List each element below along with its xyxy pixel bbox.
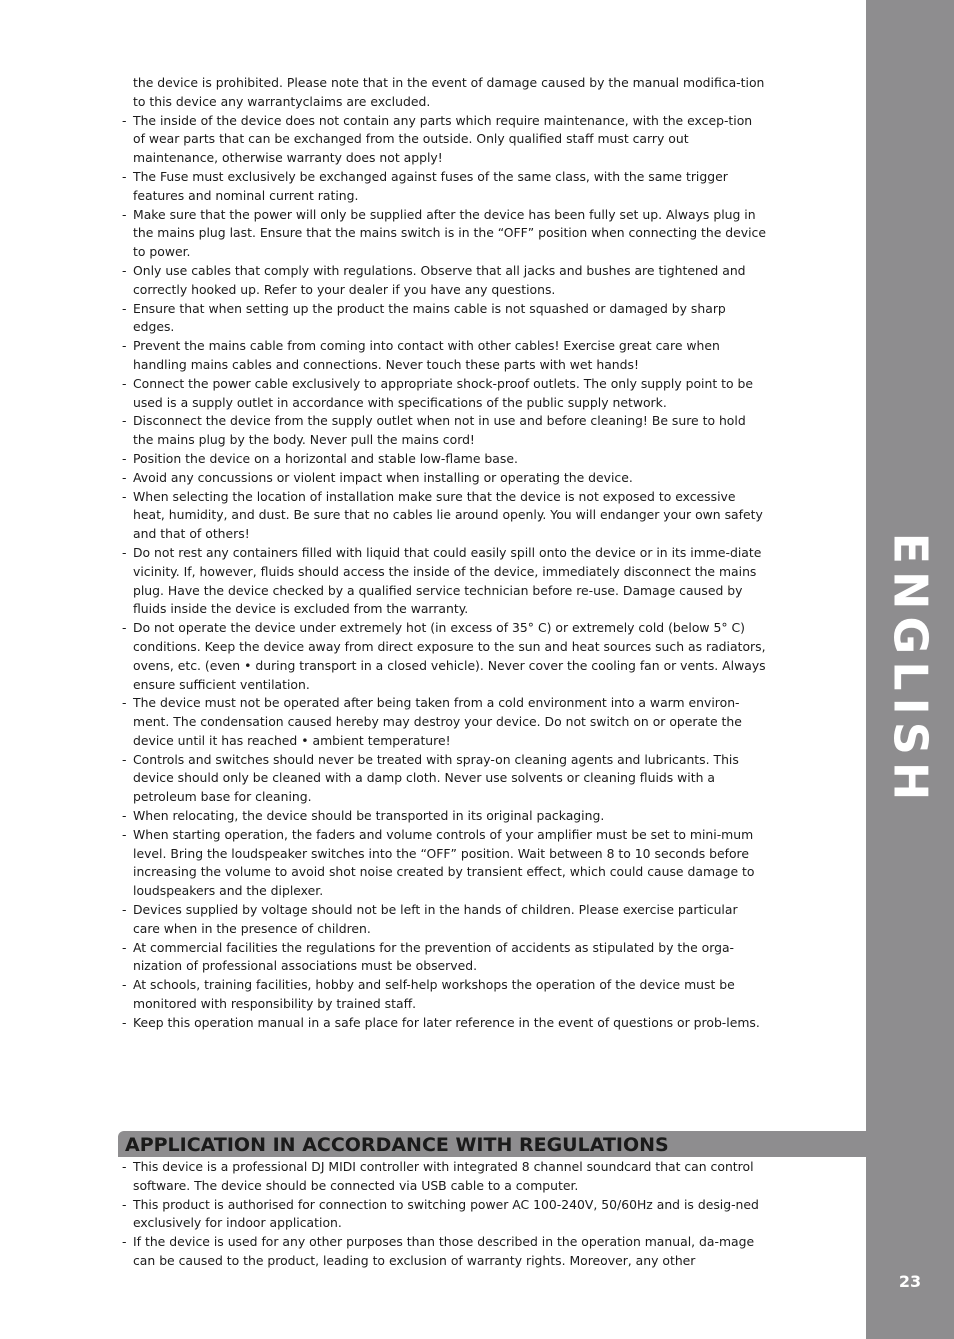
list-item: - The device must not be operated after being taken from a cold environment into a warm environ-ment. The condensation caused hereby may destroy your device. Do not switch on or operate the device until it has reached • ambient temperature! <box>122 694 767 750</box>
list-item: - When relocating, the device should be transported in its original packaging. <box>122 807 767 826</box>
list-item: - Controls and switches should never be treated with spray-on cleaning agents and lubricants. This device should only be cleaned with a damp cloth. Never use solvents or cleaning fluids with a petroleum base for cleaning. <box>122 751 767 807</box>
language-tab <box>866 532 954 808</box>
page-number: 23 <box>898 1272 922 1291</box>
list-item: - Connect the power cable exclusively to appropriate shock-proof outlets. The only supply point to be used is a supply outlet in accordance with specifications of the public supply network. <box>122 375 767 413</box>
list-item: the device is prohibited. Please note that in the event of damage caused by the manual modifica-tion to this device any warrantyclaims are excluded. <box>133 75 765 109</box>
application-list <box>122 1158 767 1271</box>
list-item: - Make sure that the power will only be supplied after the device has been fully set up. Always plug in the mains plug last. Ensure that the mains switch is in the “OFF” position when connecting the device to power. <box>122 206 767 262</box>
list-item: - Prevent the mains cable from coming into contact with other cables! Exercise great care when handling mains cables and connections. Never touch these parts with wet hands! <box>122 337 767 375</box>
list-item: - Keep this operation manual in a safe place for later reference in the event of questions or prob-lems. <box>122 1014 767 1033</box>
list-item: - Disconnect the device from the supply outlet when not in use and before cleaning! Be sure to hold the mains plug by the body. Never pull the mains cord! <box>122 412 767 450</box>
list-item: - This device is a professional DJ MIDI controller with integrated 8 channel soundcard that can control software. The device should be connected via USB cable to a computer. <box>122 1158 767 1196</box>
list-item: - If the device is used for any other purposes than those described in the operation manual, da-mage can be caused to the product, leading to exclusion of warranty rights. Moreover, any other <box>122 1233 767 1271</box>
list-item: - Devices supplied by voltage should not be left in the hands of children. Please exercise particular care when in the presence of children. <box>122 901 767 939</box>
list-item: - The Fuse must exclusively be exchanged against fuses of the same class, with the same trigger features and nominal current rating. <box>122 168 767 206</box>
list-item: - Position the device on a horizontal and stable low-flame base. <box>122 450 767 469</box>
list-item: - Ensure that when setting up the product the mains cable is not squashed or damaged by sharp edges. <box>122 300 767 338</box>
list-item: - This product is authorised for connection to switching power AC 100-240V, 50/60Hz and is desig-ned exclusively for indoor application. <box>122 1196 767 1234</box>
list-item: - When selecting the location of installation make sure that the device is not exposed to excessive heat, humidity, and dust. Be sure that no cables lie around openly. You will endanger your own safety and that of others! <box>122 488 767 544</box>
list-item: - At schools, training facilities, hobby and self-help workshops the operation of the device must be monitored with responsibility by trained staff. <box>122 976 767 1014</box>
safety-instructions-list <box>122 74 767 1033</box>
language-label: ENGLISH <box>883 532 938 808</box>
list-item: - Do not rest any containers filled with liquid that could easily spill onto the device or in its imme-diate vicinity. If, however, fluids should access the inside of the device, immediately disconnect the mains plug. Have the device checked by a qualified service technician before re-use. Damage caused by fluids inside the device is excluded from the warranty. <box>122 544 767 619</box>
list-item: - At commercial facilities the regulations for the prevention of accidents as stipulated by the orga-nization of professional associations must be observed. <box>122 939 767 977</box>
list-item: - Only use cables that comply with regulations. Observe that all jacks and bushes are tightened and correctly hooked up. Refer to your dealer if you have any questions. <box>122 262 767 300</box>
list-item: - Avoid any concussions or violent impact when installing or operating the device. <box>122 469 767 488</box>
list-item: - When starting operation, the faders and volume controls of your amplifier must be set to mini-mum level. Bring the loudspeaker switches into the “OFF” position. Wait between 8 to 10 seconds before increasing the volume to avoid shot noise created by transient effect, which could cause damage to loudspeakers and the diplexer. <box>122 826 767 901</box>
list-item: - The inside of the device does not contain any parts which require maintenance, with the excep-tion of wear parts that can be exchanged from the outside. Only qualified staff must carry out maintenance, otherwise warranty does not apply! <box>122 112 767 168</box>
section-title: APPLICATION IN ACCORDANCE WITH REGULATIONS <box>125 1134 669 1156</box>
list-item: - Do not operate the device under extremely hot (in excess of 35° C) or extremely cold (below 5° C) conditions. Keep the device away from direct exposure to the sun and heat sources such as radiators, ovens, etc. (even • during transport in a closed vehicle). Never cover the cooling fan or vents. Always ensure sufficient ventilation. <box>122 619 767 694</box>
section-header-bar <box>118 1131 866 1157</box>
